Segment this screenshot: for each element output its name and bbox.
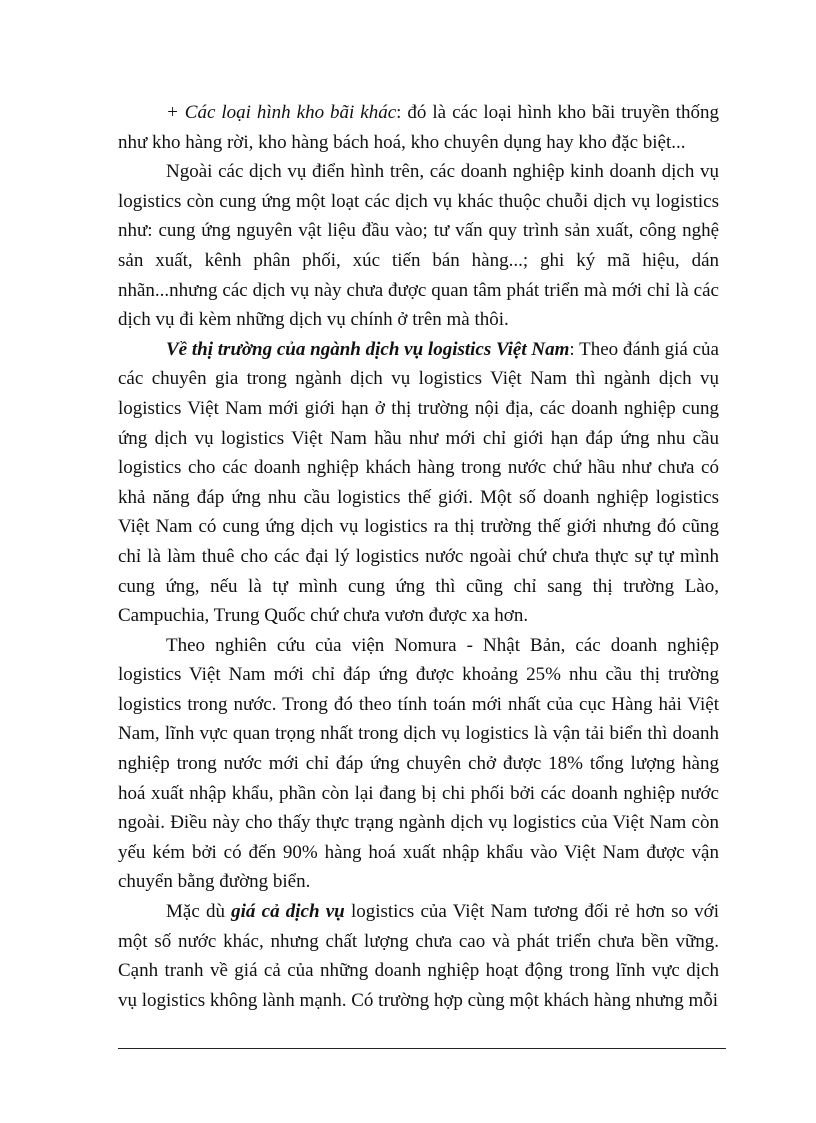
paragraph-text: logistics của Việt Nam tương đối rẻ hơn so với một số nước khác, nhưng chất lượng chưa cao và phát triển chưa bền vững. Cạnh tranh về giá cả của những doanh nghiệp hoạt động trong lĩnh vực dịch vụ logistics không lành mạnh. Có trường hợp cùng một khách hàng nhưng mỗi bbox=[118, 901, 720, 1011]
paragraph-warehouse-types bbox=[118, 98, 719, 157]
paragraph-other-services bbox=[118, 157, 719, 335]
document-body bbox=[118, 98, 719, 1015]
paragraph-emphasis-bold-italic: giá cả dịch vụ bbox=[231, 901, 345, 923]
paragraph-text: : đó là các loại hình kho bãi truyền thống như kho hàng rời, kho hàng bách hoá, kho chuyên dụng hay kho đặc biệt... bbox=[118, 102, 719, 153]
footer-divider-line bbox=[118, 1048, 726, 1049]
paragraph-text: : Theo đánh giá của các chuyên gia trong ngành dịch vụ logistics Việt Nam thì ngành dịch vụ logistics Việt Nam mới giới hạn ở thị trường nội địa, các doanh nghiệp cung ứng dịch vụ logistics Việt Nam hầu như mới chỉ giới hạn đáp ứng nhu cầu logistics cho các doanh nghiệp khách hàng trong nước chứ hầu như chưa có khả năng đáp ứng nhu cầu logistics thế giới. Một số doanh nghiệp logistics Việt Nam có cung ứng dịch vụ logistics ra thị trường thế giới nhưng đó cũng chỉ là làm thuê cho các đại lý logistics nước ngoài chứ chưa thực sự tự mình cung ứng, nếu là tự mình cung ứng thì cũng chỉ sang thị trường Lào, Campuchia, Trung Quốc chứ chưa vươn được xa hơn. bbox=[118, 338, 719, 627]
paragraph-heading-bold-italic: Về thị trường của ngành dịch vụ logistics Việt Nam bbox=[166, 338, 570, 360]
paragraph-lead-italic: + Các loại hình kho bãi khác bbox=[166, 102, 397, 123]
paragraph-text: Theo nghiên cứu của viện Nomura - Nhật Bản, các doanh nghiệp logistics Việt Nam mới chỉ đáp ứng được khoảng 25% nhu cầu thị trường logistics trong nước. Trong đó theo tính toán mới nhất của cục Hàng hải Việt Nam, lĩnh vực quan trọng nhất trong dịch vụ logistics là vận tải biển thì doanh nghiệp trong nước mới chỉ đáp ứng chuyên chở được 18% tổng lượng hàng hoá xuất nhập khẩu, phần còn lại đang bị chi phối bởi các doanh nghiệp nước ngoài. Điều này cho thấy thực trạng ngành dịch vụ logistics của Việt Nam còn yếu kém bởi có đến 90% hàng hoá xuất nhập khẩu vào Việt Nam được vận chuyển bằng đường biển. bbox=[118, 634, 719, 893]
paragraph-market bbox=[118, 335, 719, 631]
paragraph-nomura-research bbox=[118, 631, 719, 897]
paragraph-text-before: Mặc dù bbox=[166, 901, 232, 923]
paragraph-pricing bbox=[118, 897, 719, 1015]
paragraph-text: Ngoài các dịch vụ điển hình trên, các doanh nghiệp kinh doanh dịch vụ logistics còn cung ứng một loạt các dịch vụ khác thuộc chuỗi dịch vụ logistics như: cung ứng nguyên vật liệu đầu vào; tư vấn quy trình sản xuất, công nghệ sản xuất, kênh phân phối, xúc tiến bán hàng...; ghi ký mã hiệu, dán nhãn...nhưng các dịch vụ này chưa được quan tâm phát triển mà mới chỉ là các dịch vụ đi kèm những dịch vụ chính ở trên mà thôi. bbox=[118, 161, 719, 331]
